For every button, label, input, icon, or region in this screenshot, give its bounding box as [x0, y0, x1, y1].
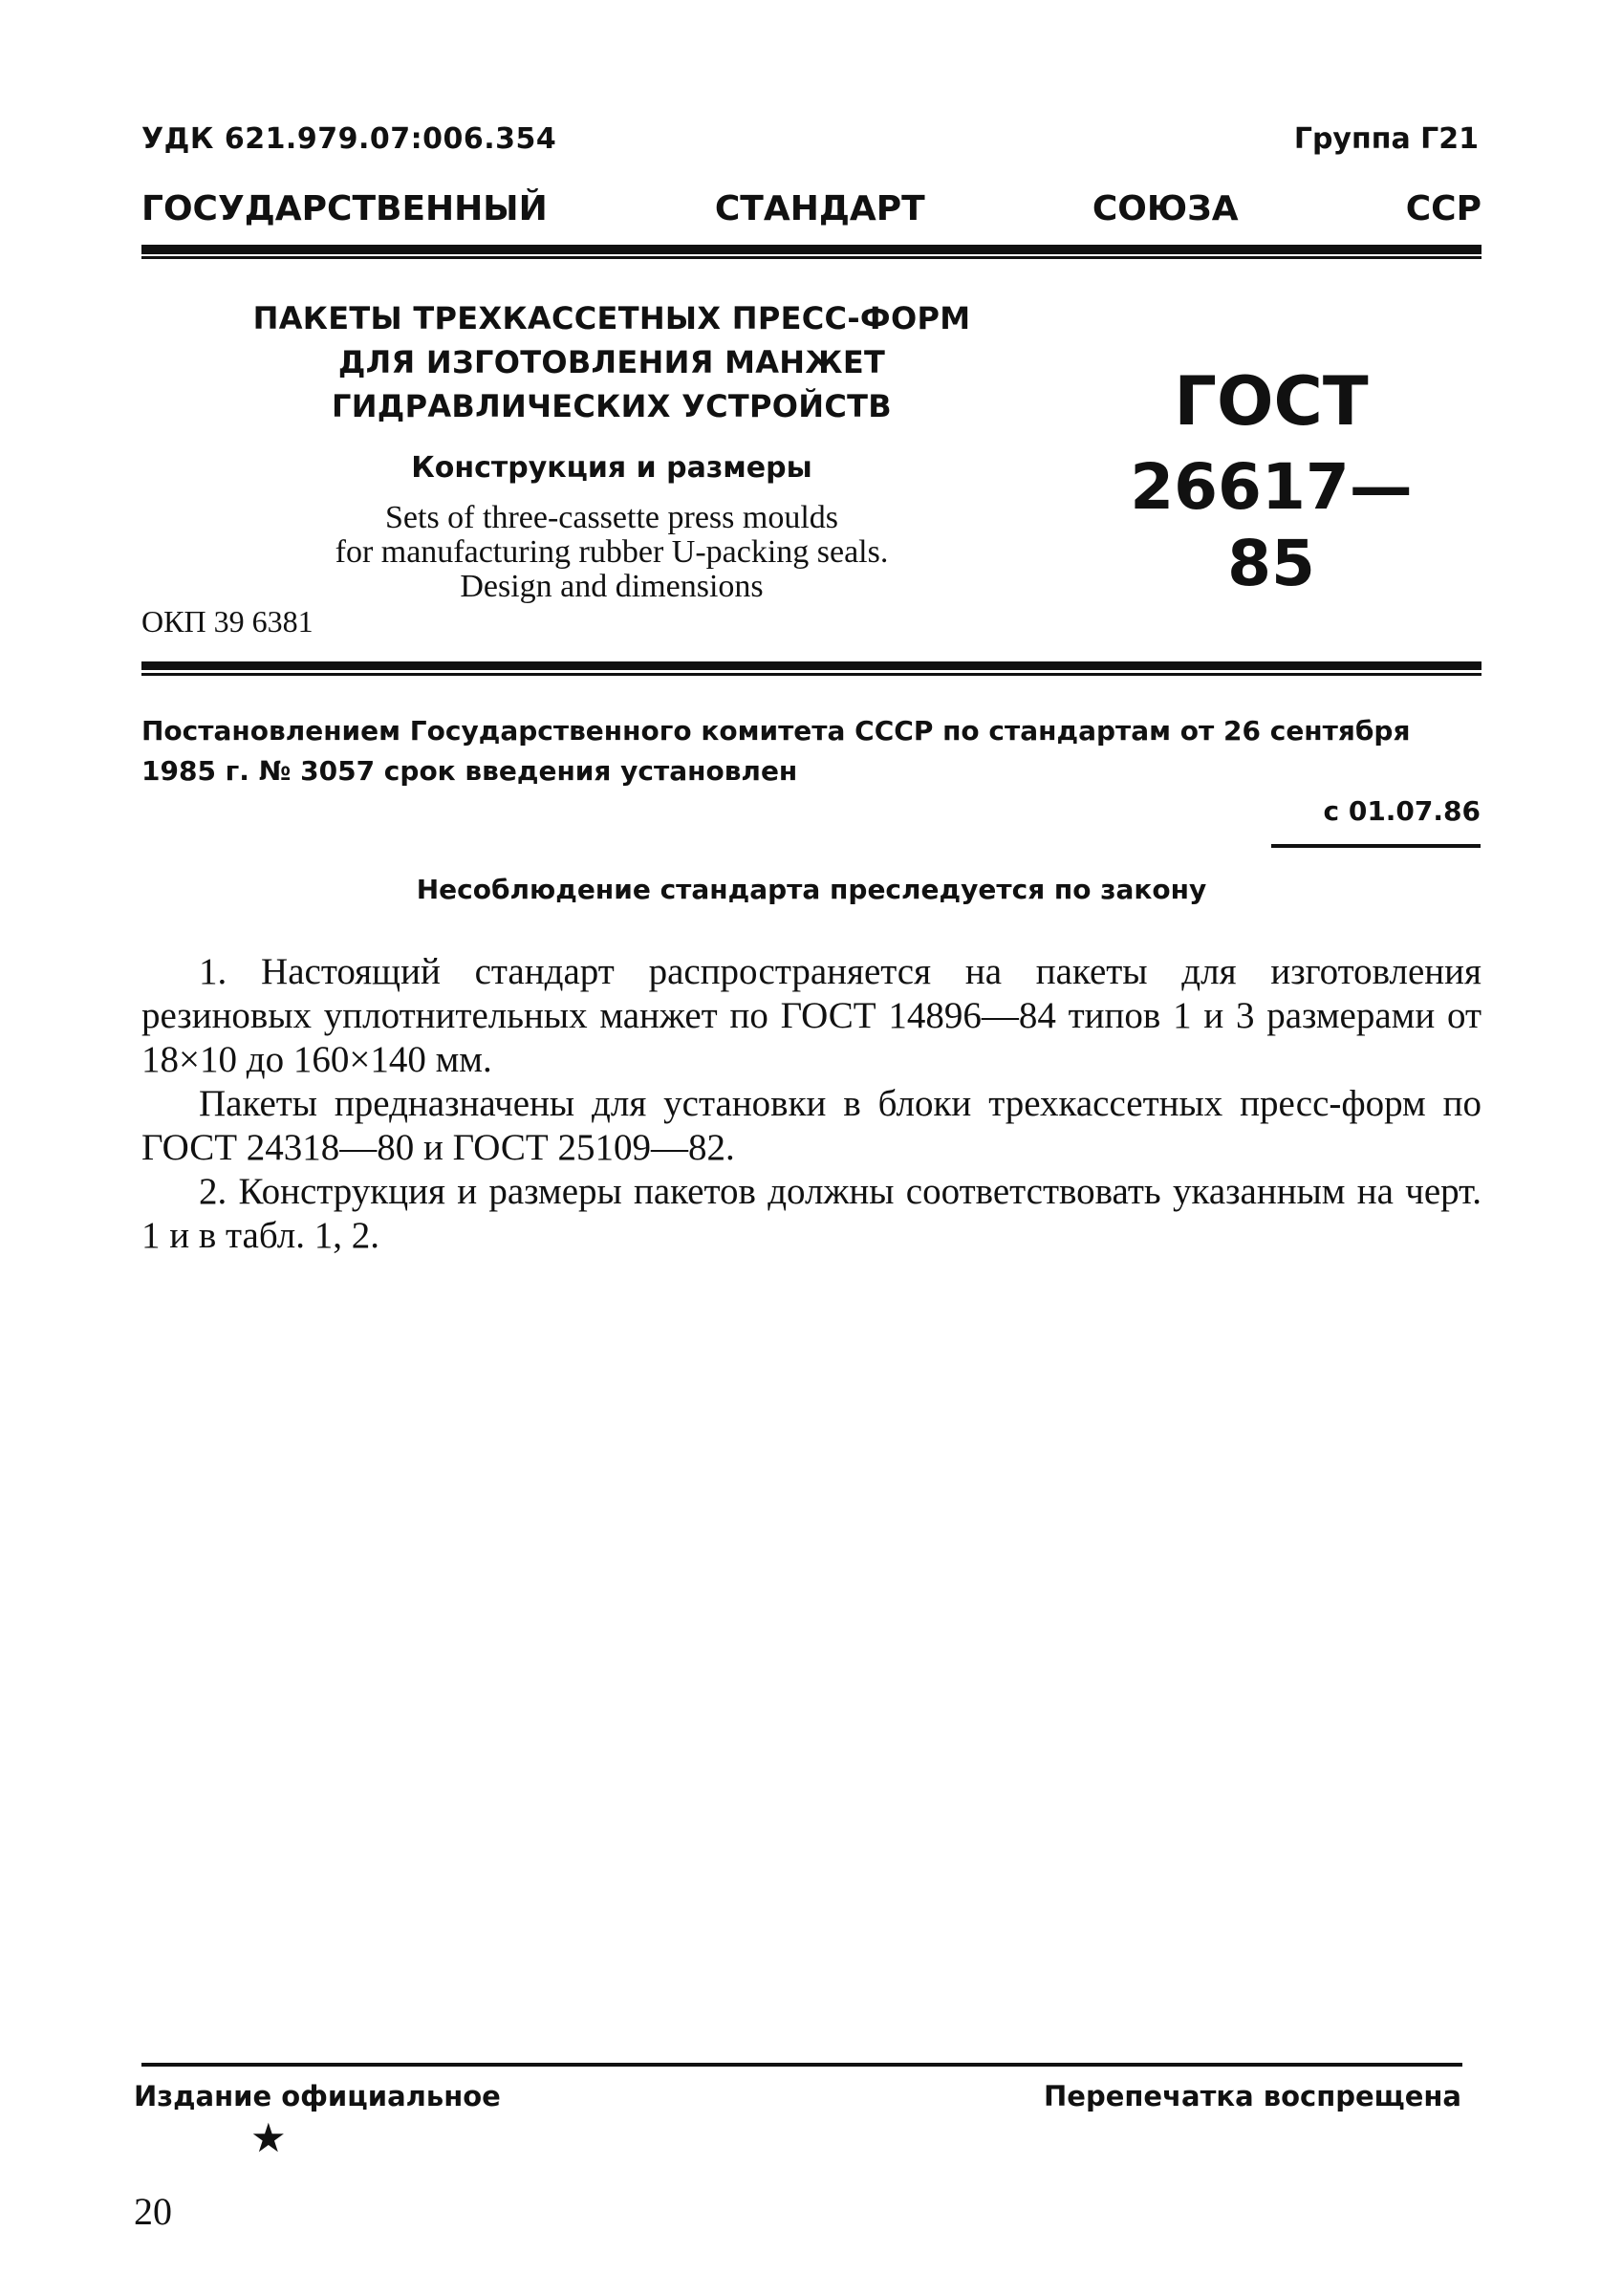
effective-date-underline	[1271, 844, 1481, 848]
decree-text: Постановлением Государственного комитета СССР по стандартам от 26 сентября 1985 г. № 3057 срок введения установлен	[141, 715, 1411, 787]
gost-code: ГОСТ	[1174, 362, 1369, 441]
body-paragraph: 2. Конструкция и размеры пакетов должны соответствовать указанным на черт. 1 и в табл. 1, 2.	[141, 1171, 1481, 1256]
penalty-notice: Несоблюдение стандарта преследуется по закону	[416, 874, 1207, 905]
middle-thin-rule	[141, 673, 1481, 676]
state-standard-heading	[141, 189, 1481, 228]
gost-number: 26617—85	[1130, 450, 1413, 600]
footer-rule	[141, 2063, 1462, 2067]
title-line: ПАКЕТЫ ТРЕХКАССЕТНЫХ ПРЕСС-ФОРМ	[252, 300, 971, 336]
page-number: 20	[134, 2190, 172, 2233]
body-paragraph: 1. Настоящий стандарт распространяется на пакеты для изготовления резиновых уплотнительных манжет по ГОСТ 14896—84 типов 1 и 3 размерами от 18×10 до 160×140 мм.	[141, 951, 1481, 1080]
body-text	[141, 950, 1481, 1258]
udk-code: УДК 621.979.07:006.354	[141, 122, 557, 156]
edition-label: Издание официальное	[134, 2080, 501, 2112]
top-thin-rule	[141, 256, 1481, 259]
okp-code: ОКП 39 6381	[141, 604, 314, 639]
state-standard-word: ССР	[1405, 189, 1481, 228]
effective-date: с 01.07.86	[1323, 795, 1481, 827]
english-title-line: Design and dimensions	[460, 569, 764, 604]
reprint-notice: Перепечатка воспрещена	[1044, 2080, 1461, 2112]
body-paragraph: Пакеты предназначены для установки в блоки трехкассетных пресс-форм по ГОСТ 24318—80 и ГОСТ 25109—82.	[141, 1083, 1481, 1168]
state-standard-word: СТАНДАРТ	[714, 189, 925, 228]
title-line: ДЛЯ ИЗГОТОВЛЕНИЯ МАНЖЕТ	[337, 344, 886, 380]
state-standard-word: ГОСУДАРСТВЕННЫЙ	[141, 189, 548, 228]
top-thick-rule	[141, 245, 1481, 254]
english-title-line: for manufacturing rubber U-packing seals.	[335, 534, 889, 570]
state-standard-word: СОЮЗА	[1092, 189, 1239, 228]
title-block	[244, 296, 980, 604]
subtitle: Конструкция и размеры	[411, 451, 812, 485]
group-code: Группа Г21	[1293, 122, 1479, 156]
middle-thick-rule	[141, 661, 1481, 670]
english-title-line: Sets of three-cassette press moulds	[385, 500, 838, 535]
star-icon: ★	[250, 2117, 287, 2161]
english-title	[244, 501, 980, 604]
title-line: ГИДРАВЛИЧЕСКИХ УСТРОЙСТВ	[332, 388, 892, 424]
